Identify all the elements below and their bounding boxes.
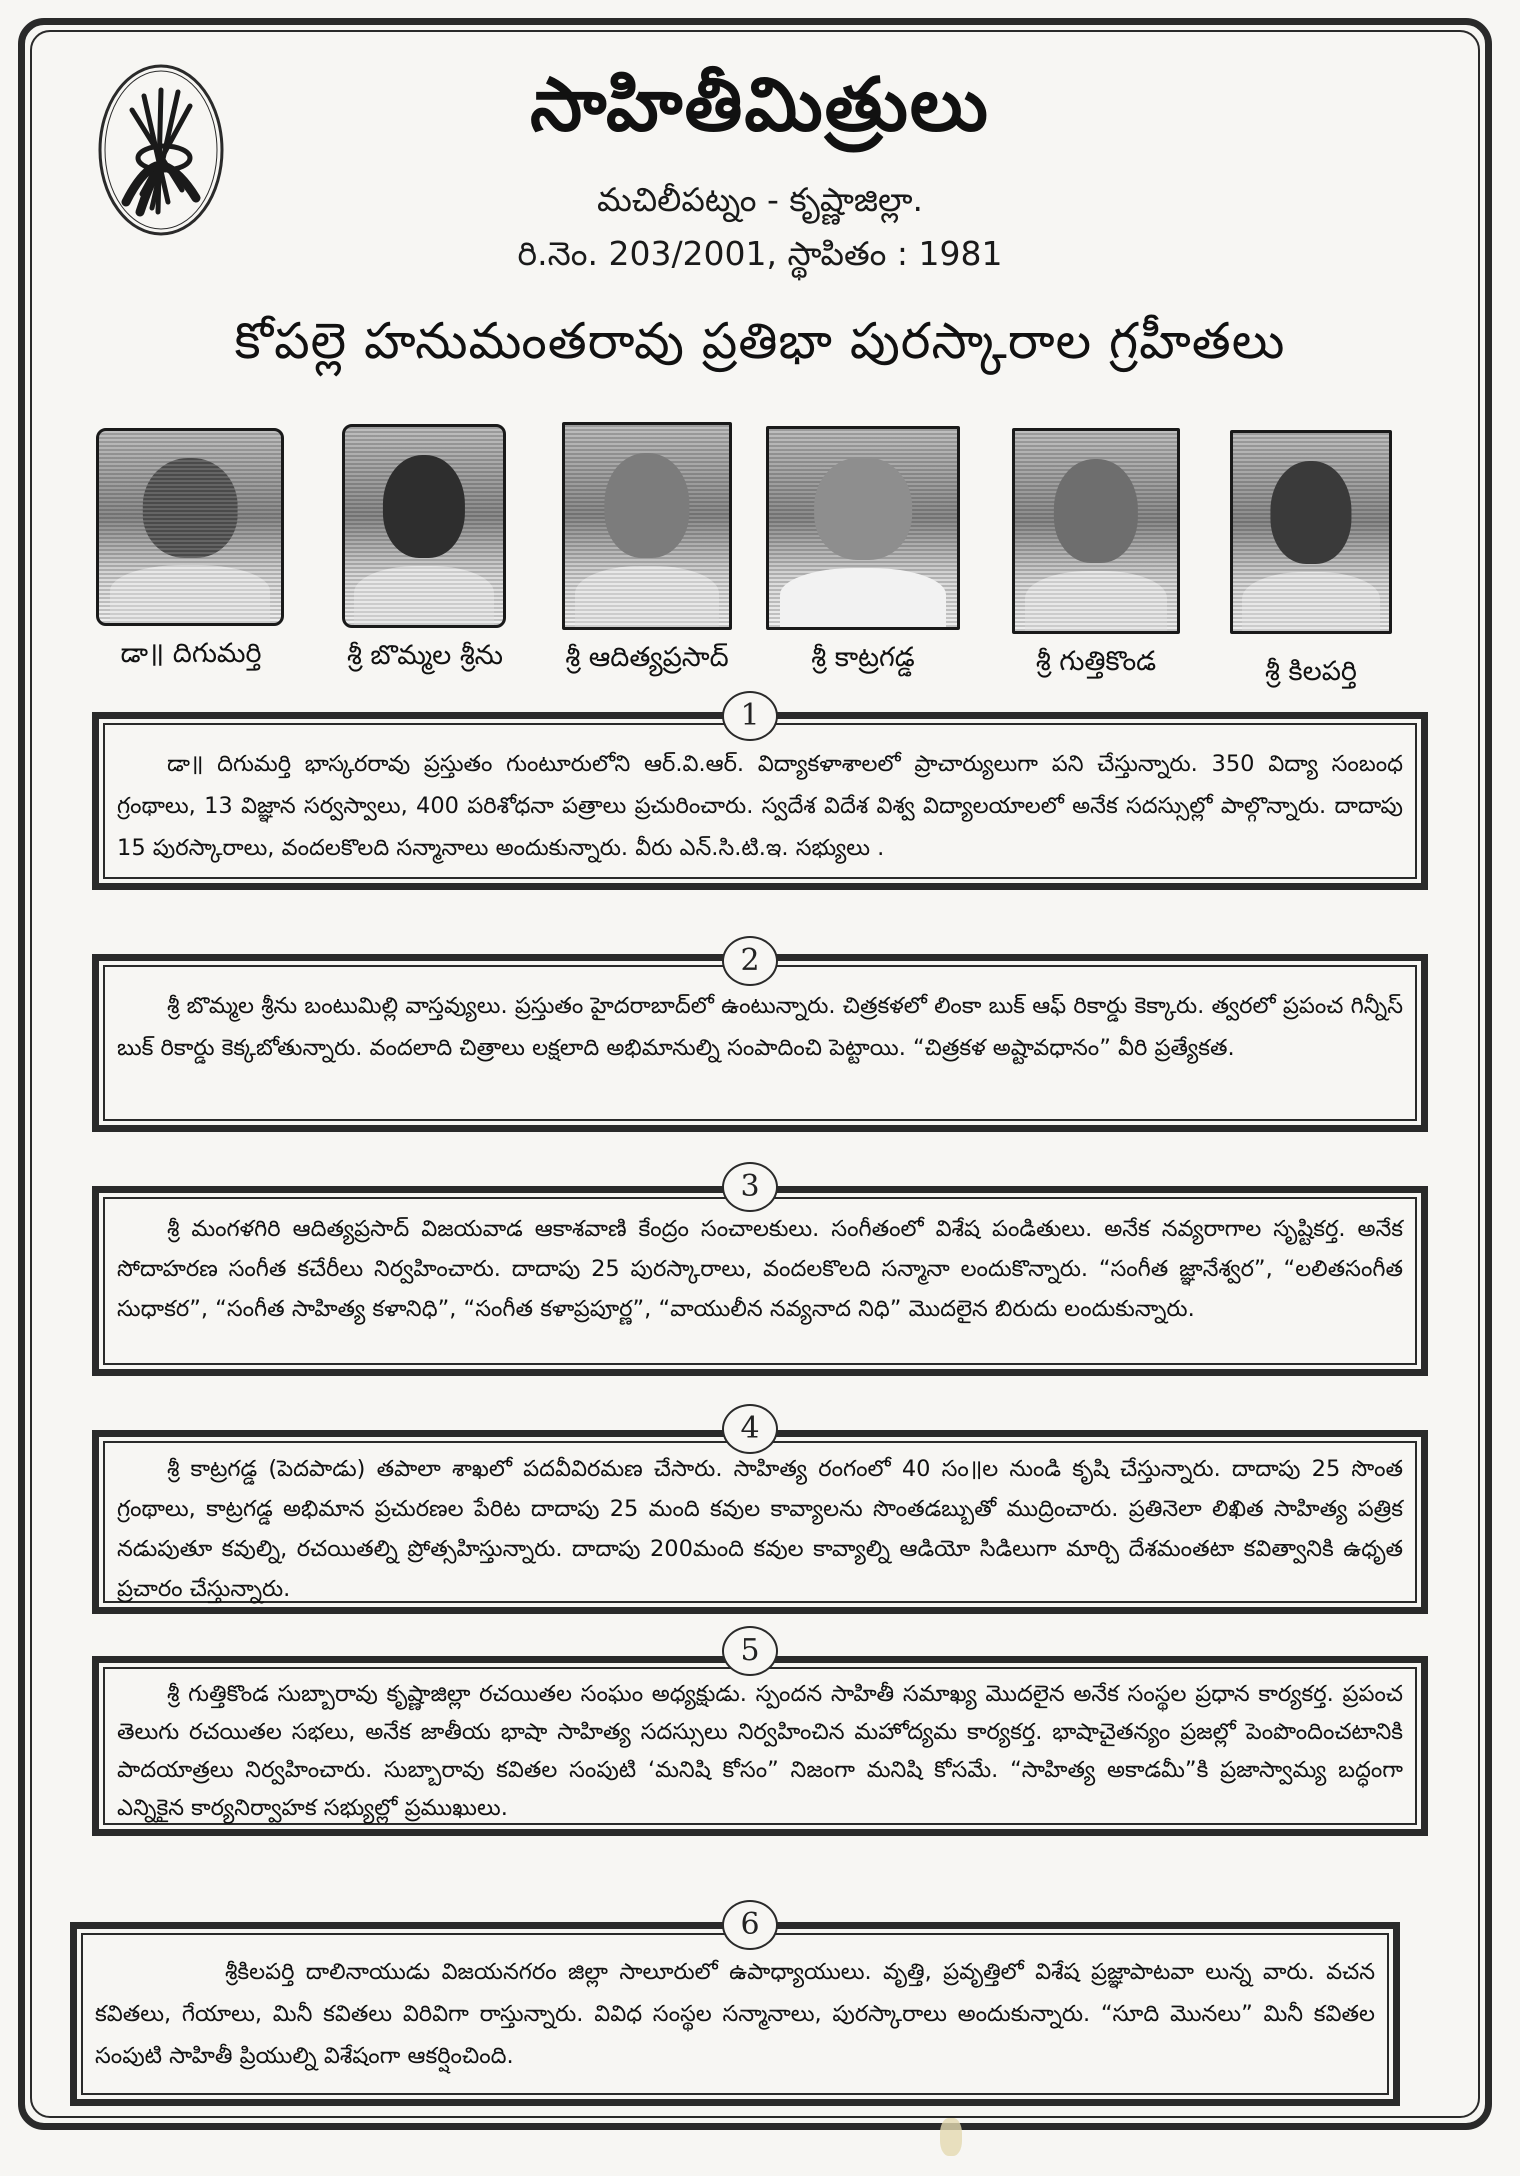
bio-text-frame <box>103 1667 1417 1825</box>
registration-line: రి.నెం. 203/2001, స్థాపితం : 1981 <box>517 234 1003 273</box>
awardee-photo <box>766 426 960 630</box>
bio-text: శ్రీ గుత్తికొండ సుబ్బారావు కృష్ణాజిల్లా రచయితల సంఘం అధ్యక్షుడు. స్పందన సాహితీ సమాఖ్య మొదలైన అనేక సంస్థల ప్రధాన కార్యకర్త. ప్రపంచ తెలుగు రచయితల సభలు, అనేక జాతీయ భాషా సాహిత్య సదస్సులు నిర్వహించిన మహోద్యమ కార్యకర్త. భాషాచైతన్యం ప్రజల్లో పెంపొందించటానికి పాదయాత్రలు నిర్వహించారు. సుబ్బారావు కవితల సంపుటి ‘మనిషి కోసం” నిజంగా మనిషి కోసమే. “సాహిత్య అకాడమీ”కి ప్రజాస్వామ్య బద్ధంగా ఎన్నికైన కార్యనిర్వాహక సభ్యుల్లో ప్రముఖులు. <box>117 1681 1403 1821</box>
portrait-silhouette <box>604 453 689 558</box>
paper-stain <box>940 2118 962 2156</box>
portrait-silhouette <box>383 455 465 558</box>
bio-box <box>92 1430 1428 1614</box>
awardee-name: శ్రీ కిలపర్తి <box>1265 656 1357 687</box>
organization-title: సాహితీమిత్రులు <box>530 62 990 148</box>
portrait-silhouette <box>814 457 912 560</box>
portrait-shoulders <box>1242 572 1379 631</box>
emblem-logo <box>96 62 226 238</box>
awardee-card <box>562 422 732 676</box>
portrait-shoulders <box>354 566 493 625</box>
bio-text-frame <box>103 1441 1417 1603</box>
bio-box <box>92 1656 1428 1836</box>
awardee-photo <box>1230 430 1392 634</box>
bio-text: శ్రీకిలపర్తి దాలినాయుడు విజయనగరం జిల్లా సాలూరులో ఉపాధ్యాయులు. వృత్తి, ప్రవృత్తిలో విశేష ప్రజ్ఞాపాటవా లున్న వారు. వచన కవితలు, గేయాలు, మినీ కవితలు విరివిగా రాస్తున్నారు. వివిధ సంస్థల సన్మానాలు, పురస్కారాలు అందుకున్నారు. “సూది మొనలు” మినీ కవితల సంపుటి సాహితీ ప్రియుల్ని విశేషంగా ఆకర్షించింది. <box>95 1959 1375 2069</box>
palette-brushes-icon <box>96 62 226 238</box>
award-headline: కోపల్లె హనుమంతరావు ప్రతిభా పురస్కారాల గ్రహీతలు <box>234 312 1286 370</box>
awardee-name: శ్రీ ఆదిత్యప్రసాద్ <box>565 642 729 673</box>
awardee-card <box>766 426 960 676</box>
awardee-card <box>1012 428 1180 680</box>
awardee-name: డా॥ దిగుమర్తి <box>120 638 262 669</box>
bio-text-frame <box>103 965 1417 1121</box>
portrait-silhouette <box>143 458 238 558</box>
portrait-shoulders <box>780 568 945 627</box>
awardee-card <box>1230 430 1392 690</box>
portrait-shoulders <box>110 565 270 623</box>
bio-text-frame <box>103 723 1417 879</box>
awardee-name: శ్రీ గుత్తికొండ <box>1035 646 1157 677</box>
location-line: మచిలీపట్నం - కృష్ణాజిల్లా. <box>596 180 924 219</box>
awardee-card <box>96 428 286 672</box>
portrait-shoulders <box>1025 571 1168 631</box>
bio-text: శ్రీ మంగళగిరి ఆదిత్యప్రసాద్ విజయవాడ ఆకాశవాణి కేంద్రం సంచాలకులు. సంగీతంలో విశేష పండితులు. అనేక నవ్యరాగాల సృష్టికర్త. అనేక సోదాహరణ సంగీత కచేరీలు నిర్వహించారు. దాదాపు 25 పురస్కారాలు, వందలకొలది సన్మానా లందుకొన్నారు. “సంగీత జ్ఞానేశ్వర”, “లలితసంగీత సుధాకర”, “సంగీత సాహిత్య కళానిధి”, “సంగీత కళాప్రపూర్ణ”, “వాయులీన నవ్యనాద నిధి” మొదలైన బిరుదు లందుకున్నారు. <box>117 1216 1403 1322</box>
bio-text: శ్రీ కాట్రగడ్డ (పెదపాడు) తపాలా శాఖలో పదవీవిరమణ చేసారు. సాహిత్య రంగంలో 40 సం॥ల నుండి కృషి చేస్తున్నారు. దాదాపు 25 సొంత గ్రంథాలు, కాట్రగడ్డ అభిమాన ప్రచురణల పేరిట దాదాపు 25 మంది కవుల కావ్యాలను సొంతడబ్బుతో ముద్రించారు. ప్రతినెలా లిఖిత సాహిత్య పత్రిక నడుపుతూ కవుల్ని, రచయితల్ని ప్రోత్సహిస్తున్నారు. దాదాపు 200మంది కవుల కావ్యాల్ని ఆడియో సిడిలుగా మార్చి దేశమంతటా కవిత్వానికి ఉధృత ప్రచారం చేస్తున్నారు. <box>117 1456 1403 1602</box>
awardee-card <box>342 424 508 674</box>
awardee-name: శ్రీ బొమ్మల శ్రీను <box>347 640 503 671</box>
bio-text-frame <box>81 1933 1389 2095</box>
bio-box <box>70 1922 1400 2106</box>
bio-number: 4 <box>722 1404 778 1454</box>
bio-number: 3 <box>722 1162 778 1212</box>
bio-text-frame <box>103 1197 1417 1365</box>
portrait-shoulders <box>575 566 719 627</box>
awardee-name: శ్రీ కాట్రగడ్డ <box>811 642 915 673</box>
portrait-silhouette <box>1270 461 1351 564</box>
bio-text: శ్రీ బొమ్మల శ్రీను బంటుమిల్లి వాస్తవ్యులు. ప్రస్తుతం హైదరాబాద్‌లో ఉంటున్నారు. చిత్రకళలో లింకా బుక్ ఆఫ్ రికార్డు కెక్కారు. త్వరలో ప్రపంచ గిన్నీస్ బుక్ రికార్డు కెక్కబోతున్నారు. వందలాది చిత్రాలు లక్షలాది అభిమానుల్ని సంపాదించి పెట్టాయి. “చిత్రకళ అష్టావధానం” వీరి ప్రత్యేకత. <box>117 993 1403 1061</box>
bio-text: డా॥ దిగుమర్తి భాస్కరరావు ప్రస్తుతం గుంటూరులోని ఆర్.వి.ఆర్. విద్యాకళాశాలలో ప్రాచార్యులుగా పని చేస్తున్నారు. 350 విద్యా సంబంధ గ్రంథాలు, 13 విజ్ఞాన సర్వస్వాలు, 400 పరిశోధనా పత్రాలు ప్రచురించారు. స్వదేశ విదేశ విశ్వ విద్యాలయాలలో అనేక సదస్సుల్లో పాల్గొన్నారు. దాదాపు 15 పురస్కారాలు, వందలకొలది సన్మానాలు అందుకున్నారు. వీరు ఎన్.సి.టి.ఇ. సభ్యులు . <box>117 751 1403 861</box>
bio-number: 2 <box>722 936 778 986</box>
bio-number: 1 <box>722 691 778 741</box>
bio-box <box>92 1186 1428 1376</box>
bio-number: 5 <box>722 1626 778 1676</box>
awardee-photo <box>562 422 732 630</box>
portrait-silhouette <box>1054 459 1138 563</box>
awardee-photo <box>1012 428 1180 634</box>
awardee-photo <box>96 428 284 626</box>
bio-number: 6 <box>722 1900 778 1950</box>
awardee-photo <box>342 424 506 628</box>
